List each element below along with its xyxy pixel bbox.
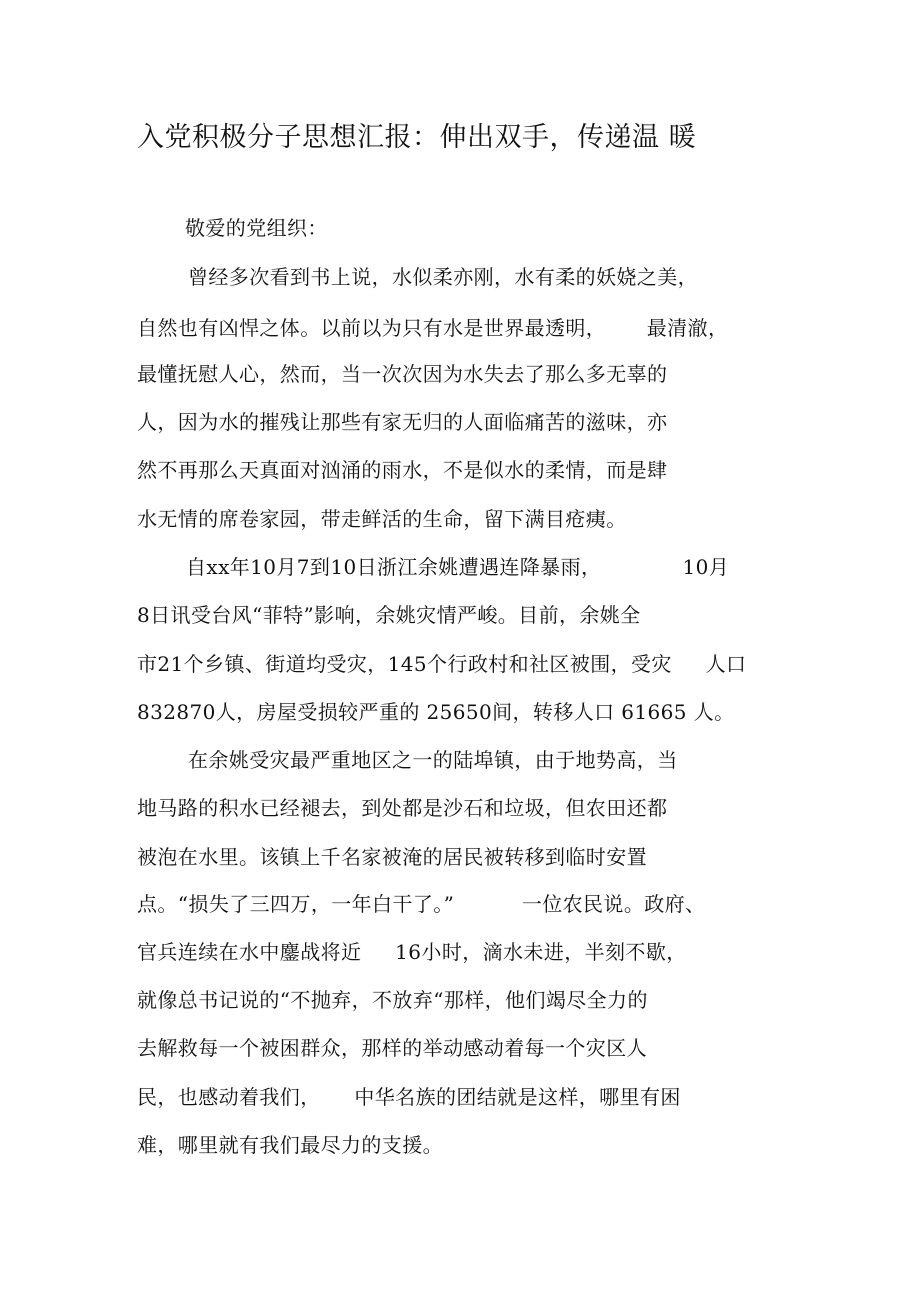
paragraph-line: 自xx年10月7到10日浙江余姚遭遇连降暴雨， 10月: [186, 555, 730, 579]
paragraph-line: 自然也有凶悍之体。以前以为只有水是世界最透明， 最清澈，: [137, 316, 729, 340]
salutation: 敬爱的党组织：: [185, 216, 328, 240]
paragraph-line: 市21个乡镇、街道均受灾，145个行政村和社区被围，受灾 人口: [137, 652, 747, 676]
paragraph-line: 曾经多次看到书上说，水似柔亦刚，水有柔的妖娆之美，: [188, 265, 698, 289]
paragraph-line: 地马路的积水已经褪去，到处都是沙石和垃圾，但农田还都: [137, 796, 668, 820]
paragraph-line: 然不再那么天真面对汹涌的雨水，不是似水的柔情，而是肆: [137, 458, 668, 482]
paragraph-line: 最懂抚慰人心，然而，当一次次因为水失去了那么多无辜的: [137, 362, 668, 386]
document-title: 入党积极分子思想汇报：伸出双手，传递温 暖: [137, 122, 697, 153]
paragraph-line: 点。“损失了三四万，一年白干了。” 一位农民说。政府、: [137, 892, 706, 916]
paragraph-line: 8日讯受台风“菲特”影响，余姚灾情严峻。目前，余姚全: [137, 603, 641, 627]
paragraph-line: 就像总书记说的“不抛弃，不放弃“那样，他们竭尽全力的: [137, 988, 648, 1012]
paragraph-line: 水无情的席卷家园，带走鲜活的生命，留下满目疮痍。: [137, 507, 627, 531]
paragraph-line: 官兵连续在水中鏖战将近 16小时，滴水未进，半刻不歇，: [137, 940, 687, 964]
paragraph-line: 在余姚受灾最严重地区之一的陆埠镇，由于地势高，当: [188, 748, 678, 772]
paragraph-line: 832870人，房屋受损较严重的 25650间，转移人口 61665 人。: [137, 700, 735, 724]
paragraph-line: 去解救每一个被困群众，那样的举动感动着每一个灾区人: [137, 1036, 647, 1060]
paragraph-line: 被泡在水里。该镇上千名家被淹的居民被转移到临时安置: [137, 845, 647, 869]
paragraph-line: 民，也感动着我们， 中华名族的团结就是这样，哪里有困: [137, 1085, 681, 1109]
paragraph-line: 人，因为水的摧残让那些有家无归的人面临痛苦的滋味，亦: [137, 410, 668, 434]
paragraph-line: 难，哪里就有我们最尽力的支援。: [137, 1133, 443, 1157]
